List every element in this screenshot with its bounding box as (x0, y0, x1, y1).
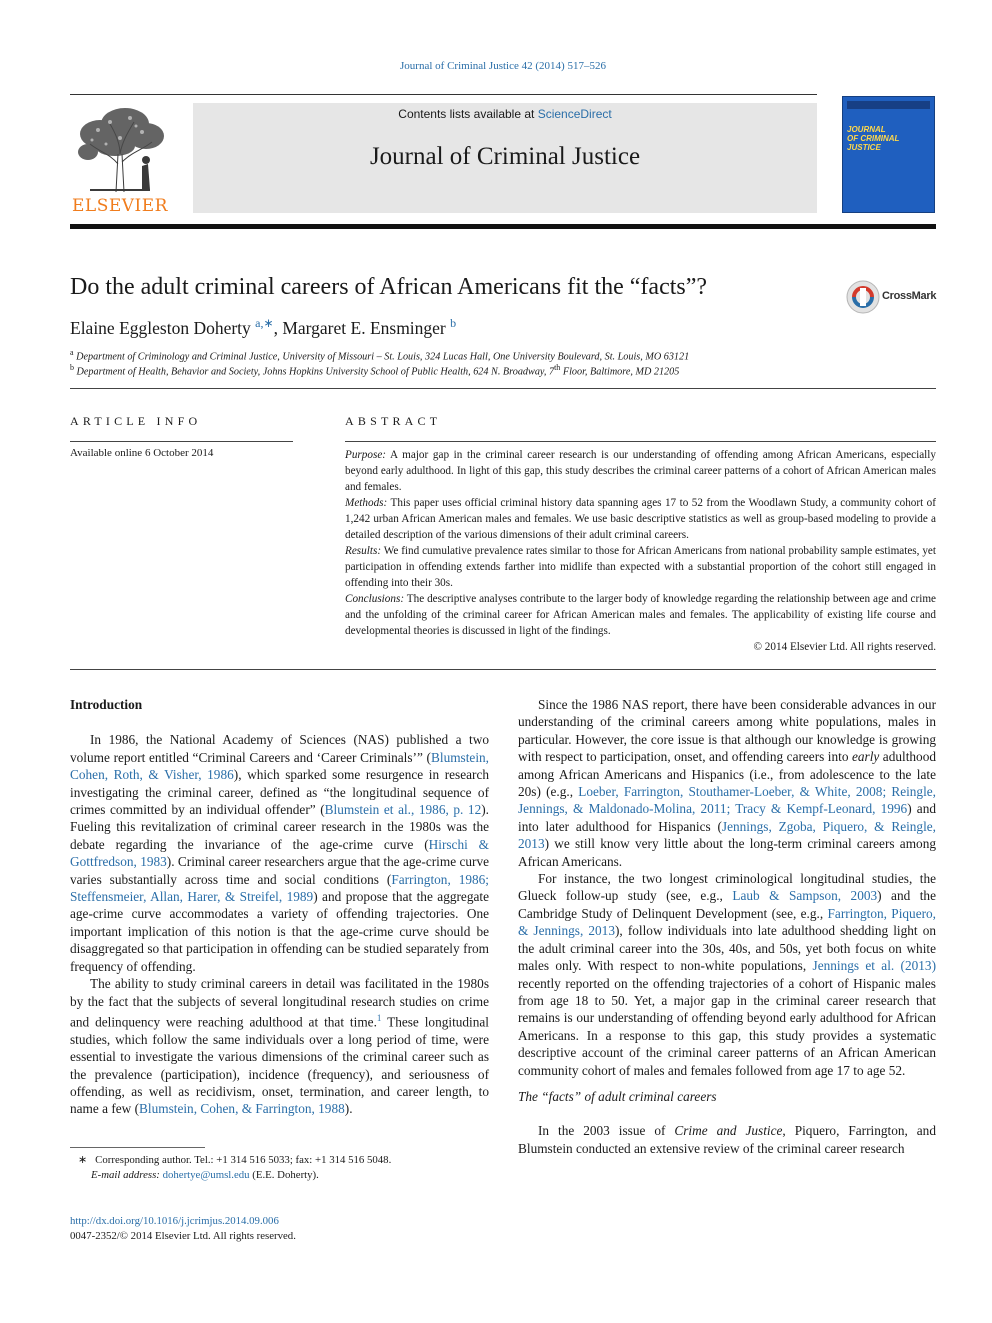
footnote (70, 1153, 490, 1183)
abstract-label: Conclusions: (345, 593, 405, 605)
affiliation-b-text: Department of Health, Behavior and Society, Johns Hopkins University School of Public Health, 624 N. Broadway, 7 (76, 366, 555, 378)
header-rule (70, 94, 817, 95)
abstract-conclusions (345, 591, 936, 639)
abstract-methods (345, 495, 936, 543)
right-paragraph-3 (518, 1122, 936, 1157)
abstract-text: We find cumulative prevalence rates similar to those for African Americans from national probability sample estimates, yet participation in offending extends farther into midlife than expected with a substantial proportion of the cohort still engaged in offending into their 30s. (345, 545, 936, 589)
citation-link[interactable]: Blumstein, Cohen, Roth, & Visher, 1986 (70, 749, 489, 783)
text-run: Since the 1986 NAS report, there have been considerable advances in our understanding of the criminal careers among white populations, males in particular. However, the core issue is that although our knowledge is growing with respect to participation, onset, and offending careers into (518, 697, 936, 765)
journal-cover[interactable] (842, 96, 935, 213)
abstract-text: This paper uses official criminal history data spanning ages 17 to 52 from the Woodlawn Study, a community cohort of 1,242 urban African American males and females. We use basic descriptive statistics as well as group-based modeling to provide a detailed description of the various dimensions of their adult criminal careers. (345, 497, 936, 541)
abstract-label: Results: (345, 545, 382, 557)
available-online: Available online 6 October 2014 (70, 447, 214, 459)
citation-link[interactable]: Blumstein et al., 1986, p. 12 (324, 802, 482, 818)
right-paragraph-2 (518, 870, 936, 1079)
contents-prefix: Contents lists available at (398, 107, 538, 121)
citation-link[interactable]: Laub & Sampson, 2003 (732, 888, 878, 904)
footnote-rule (70, 1147, 205, 1148)
right-column (518, 696, 936, 1157)
text-run: In 1986, the National Academy of Sciences (NAS) published a two volume report entitled “Criminal Careers and ‘Career Criminals’” ( (70, 732, 489, 765)
article-title: Do the adult criminal careers of African Americans fit the “facts”? (70, 274, 708, 300)
affiliation-b (70, 363, 679, 377)
author-1[interactable]: Elaine Eggleston Doherty (70, 317, 251, 338)
text-run: These longitudinal studies, which follow the same individuals over a long period of time, were essential to investigate the various dimensions of the criminal career such as the prevalence (participation), incidence (frequency), and seriousness of offending, as well as recidivism, onset, termination, and career length, to name a few ( (70, 1014, 489, 1117)
text-run: ). Fueling this revitalization of criminal career research in the 1980s was the debate regarding the invariance of the age-crime curve ( (70, 802, 489, 852)
email-suffix: (E.E. Doherty). (249, 1169, 319, 1181)
crossmark-label: CrossMark (882, 290, 937, 302)
title-block-rule (70, 388, 936, 389)
text-run: ), follow individuals into late adulthood shedding light on the adult criminal career into the 30s, 40s, and 50s, yet both focus on white males only. With respect to non-white populations, (518, 923, 937, 974)
affiliation-a (70, 348, 689, 362)
author-2[interactable]: Margaret E. Ensminger (282, 317, 446, 338)
left-column (70, 696, 489, 1118)
citation-link[interactable]: Hirschi & Gottfredson, 1983 (70, 836, 489, 870)
right-paragraph-1 (518, 696, 936, 870)
footnote-corresponding (70, 1153, 490, 1168)
publisher-logo (70, 104, 170, 216)
abstract-label: Methods: (345, 497, 388, 509)
email-link[interactable]: dohertye@umsl.edu (162, 1169, 250, 1181)
abstract-end-rule (70, 669, 936, 670)
article-info-rule (70, 441, 293, 442)
text-run: ) we still know very little about the long-term criminal careers among African Americans. (518, 836, 936, 869)
abstract-text: The descriptive analyses contribute to the larger body of knowledge regarding the relationship between age and crime and the unfolding of the criminal career for African American males and females. The applicability of existing life course and developmental theories is discussed in light of the findings. (345, 593, 936, 637)
affiliation-b-sup: th (554, 363, 561, 372)
introduction-heading: Introduction (70, 697, 143, 712)
intro-paragraph-1 (70, 731, 489, 975)
intro-paragraph-2 (70, 975, 489, 1118)
crossmark-button[interactable] (846, 280, 941, 316)
text-run: ) and the Cambridge Study of Delinquent Development (see, e.g., (518, 888, 936, 921)
email-label: E-mail address: (91, 1169, 160, 1181)
journal-title[interactable]: Journal of Criminal Justice (369, 143, 641, 170)
footnote-mark: ∗ (78, 1154, 88, 1166)
publisher-name: ELSEVIER (72, 196, 168, 216)
footnote-email (70, 1168, 490, 1183)
article-info-heading: ARTICLE INFO (70, 414, 202, 428)
emphasis: Crime and Justice (674, 1123, 783, 1139)
doi-link[interactable]: http://dx.doi.org/10.1016/j.jcrimjus.2014.09.006 (70, 1215, 279, 1227)
contents-line (193, 107, 817, 121)
abstract-heading: ABSTRACT (345, 414, 442, 428)
text-run: ). (344, 1101, 353, 1117)
abstract-body (345, 447, 936, 655)
author-2-marks[interactable]: b (450, 316, 457, 330)
affiliation-b-text-end: Floor, Baltimore, MD 21205 (560, 366, 680, 378)
text-run: recently reported on the offending trajectories of a cohort of Hispanic males from age 18 to 50. Yet, a major gap in the criminal career research that remains is our understanding of offending beyond early adulthood for African Americans. In a response to this gap, this study provides a systematic descriptive account of the criminal career patterns of an African American community cohort of males and females followed from age 17 to age 52. (518, 975, 936, 1078)
bottom-info (70, 1214, 296, 1244)
affiliation-a-text: Department of Criminology and Criminal Justice, University of Missouri – St. Louis, 324 Lucas Hall, One University Boulevard, St. Louis, MO 63121 (76, 351, 690, 363)
cover-title: JOURNAL OF CRIMINAL JUSTICE (847, 125, 900, 152)
journal-banner (193, 103, 817, 213)
citation-link[interactable]: Farrington, Piquero, & Jennings, 2013 (518, 905, 936, 939)
tree-icon (70, 104, 170, 194)
citation-link[interactable]: Farrington, 1986; Steffensmeier, Allan, Harer, & Streifel, 1989 (70, 871, 489, 905)
emphasis: early (851, 749, 880, 765)
abstract-copyright: © 2014 Elsevier Ltd. All rights reserved. (753, 641, 936, 653)
author-list (70, 316, 456, 339)
abstract-text: A major gap in the criminal career research is our understanding of offending among African Americans, especially beyond early adulthood. In light of this gap, this study describes the criminal career patterns of a cohort of African American males and females. (345, 449, 936, 493)
issn-line: 0047-2352/© 2014 Elsevier Ltd. All rights reserved. (70, 1230, 296, 1242)
sciencedirect-link[interactable]: ScienceDirect (537, 107, 612, 121)
text-run: ) and propose that the aggregate age-crime curve accommodates a variety of offending trajectories. One important implication of this notion is that the age-crime curve should be disaggregated so that participation in offending can be studied separately from frequency of offending. (70, 889, 489, 974)
citation-link[interactable]: Blumstein, Cohen, & Farrington, 1988 (139, 1101, 345, 1117)
text-run: ), which sparked some resurgence in research investigating the criminal career, defined as “the longitudinal sequence of crimes committed by an individual offender” ( (70, 767, 489, 818)
abstract-label: Purpose: (345, 449, 387, 461)
abstract-rule (345, 441, 936, 442)
text-run: For instance, the two longest criminological longitudinal studies, the Glueck follow-up study (see, e.g., (518, 871, 936, 904)
affiliation-a-mark: a (70, 348, 74, 357)
corresponding-author: Corresponding author. Tel.: +1 314 516 5033; fax: +1 314 516 5048. (95, 1154, 392, 1166)
crossmark-icon (846, 280, 880, 314)
text-run: ) and into later adulthood for Hispanics ( (518, 801, 937, 834)
cover-strip (847, 101, 930, 109)
running-head[interactable]: Journal of Criminal Justice 42 (2014) 517–526 (400, 60, 606, 72)
facts-subheading: The “facts” of adult criminal careers (518, 1088, 717, 1104)
author-1-marks[interactable]: a,∗ (255, 316, 274, 330)
affiliation-b-mark: b (70, 363, 74, 372)
text-run: adulthood among African Americans and Hispanics (i.e., from adolescence to the late 20s) (e.g., (518, 749, 936, 800)
author-separator: , (273, 317, 283, 338)
citation-link[interactable]: Jennings, Zgoba, Piquero, & Reingle, 2013 (518, 818, 937, 852)
abstract-purpose (345, 447, 936, 495)
text-run: , Piquero, Farrington, and Blumstein conducted an extensive review of the criminal career research (518, 1123, 936, 1156)
citation-link[interactable]: Jennings et al. (2013) (812, 958, 937, 974)
text-run: The ability to study criminal careers in detail was facilitated in the 1980s by the fact that the subjects of several longitudinal research studies on crime and delinquency were reaching adulthood at that time. (70, 976, 489, 1030)
text-run: ). Criminal career researchers argue that the age-crime curve varies substantially across time and social conditions ( (70, 854, 489, 887)
abstract-results (345, 543, 936, 591)
footnote-ref[interactable]: 1 (376, 1012, 382, 1023)
citation-link[interactable]: Loeber, Farrington, Stouthamer-Loeber, & White, 2008; Reingle, Jennings, & Maldonado-Molina, 2011; Tracy & Kempf-Leonard, 1996 (518, 784, 937, 817)
header-thick-rule (70, 224, 936, 229)
text-run: In the 2003 issue of (538, 1123, 675, 1139)
